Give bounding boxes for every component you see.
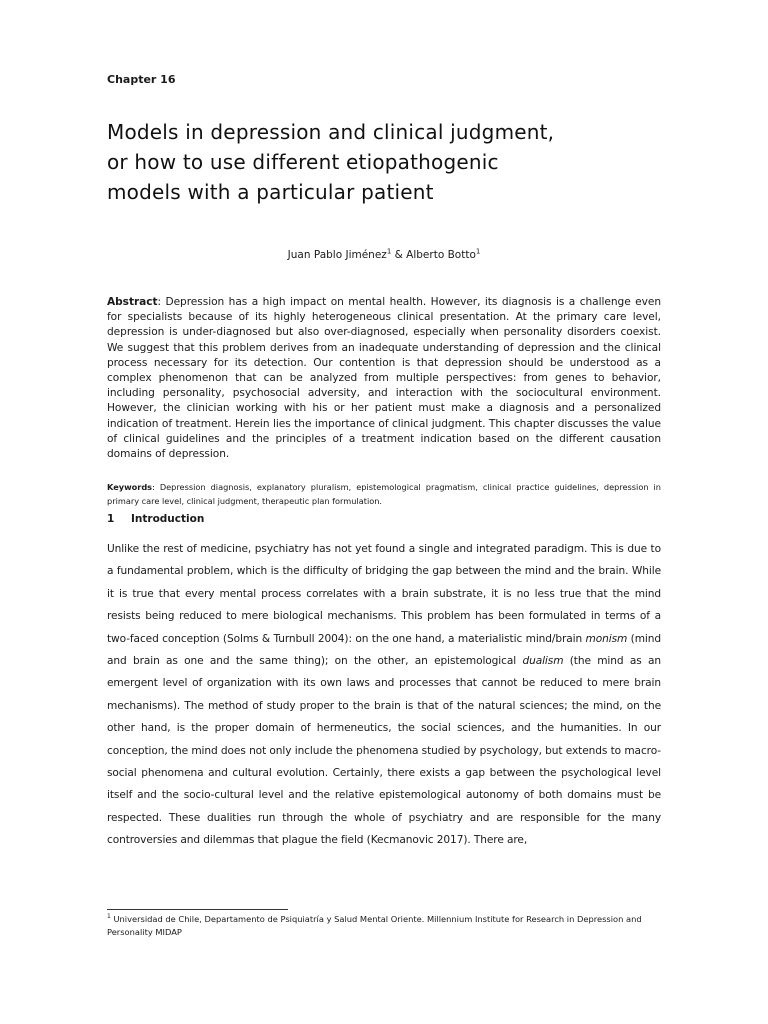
author-separator: & — [391, 249, 407, 261]
emphasis-term: dualism — [522, 655, 564, 668]
affiliation-marker: 1 — [475, 247, 481, 256]
title-line-3: models with a particular patient — [107, 180, 434, 204]
section-heading — [107, 513, 204, 525]
emphasis-term: monism — [585, 632, 628, 645]
author-name: Juan Pablo Jiménez — [287, 249, 387, 261]
author-name: Alberto Botto — [406, 249, 476, 261]
body-paragraph — [107, 538, 661, 852]
abstract-label: Abstract — [107, 296, 158, 308]
footnote-marker: 1 — [107, 913, 111, 921]
affiliation-marker: 1 — [386, 247, 392, 256]
footnote — [107, 913, 667, 939]
keywords-text: : Depression diagnosis, explanatory pluralism, epistemological pragmatism, clinical practice guidelines, depression in primary care level, clinical judgment, therapeutic plan formulation. — [107, 482, 661, 506]
title-line-2: or how to use different etiopathogenic — [107, 150, 499, 174]
footnote-text: Universidad de Chile, Departamento de Psiquiatría y Salud Mental Oriente. Millennium Institute for Research in Depression and Personality MIDAP — [107, 914, 642, 937]
title-line-1: Models in depression and clinical judgment, — [107, 120, 555, 144]
author-line — [107, 249, 661, 261]
body-text-segment: Unlike the rest of medicine, psychiatry has not yet found a single and integrated paradigm. This is due to a fundamental problem, which is the difficulty of bridging the gap between the mind and the brain. While it is true that every mental process correlates with a brain substrate, it is no less true that the mind resists being reduced to mere biological mechanisms. This problem has been formulated in terms of a two-faced conception (Solms & Turnbull 2004): on the one hand, a materialistic mind/brain — [107, 543, 661, 645]
section-title: Introduction — [131, 513, 205, 525]
keywords-label: Keywords — [107, 482, 153, 492]
abstract — [107, 295, 661, 462]
abstract-text: : Depression has a high impact on mental health. However, its diagnosis is a challenge even for specialists because of its highly heterogeneous clinical presentation. At the primary care level, depression is under-diagnosed but also over-diagnosed, especially when personality disorders coexist. We suggest that this problem derives from an inadequate understanding of depression and the clinical process necessary for its detection. Our contention is that depression should be understood as a complex phenomenon that can be analyzed from multiple perspectives: from genes to behavior, including personality, psychosocial adversity, and interaction with the sociocultural environment. However, the clinician working with his or her patient must make a diagnosis and a personalized indication of treatment. Herein lies the importance of clinical judgment. This chapter discusses the value of clinical guidelines and the principles of a treatment indication based on the different causation domains of depression. — [107, 296, 661, 461]
chapter-title — [107, 117, 707, 207]
chapter-label: Chapter 16 — [107, 73, 176, 86]
body-text-segment: (the mind as an emergent level of organization with its own laws and processes that cannot be reduced to mere brain mechanisms). The method of study proper to the brain is that of the natural sciences; the mind, on the other hand, is the proper domain of hermeneutics, the social sciences, and the humanities. In our conception, the mind does not only include the phenomena studied by psychology, but extends to macro-social phenomena and cultural evolution. Certainly, there exists a gap between the psychological level itself and the socio-cultural level and the relative epistemological autonomy of both domains must be respected. These dualities run through the whole of psychiatry and are responsible for the many controversies and dilemmas that plague the field (Kecmanovic 2017). There are, — [107, 655, 661, 847]
keywords — [107, 481, 661, 508]
footnote-divider — [107, 909, 288, 910]
body-text-segment: (mind and brain as one and the same thing); on the other, an epistemological — [107, 632, 661, 668]
section-number: 1 — [107, 513, 115, 525]
